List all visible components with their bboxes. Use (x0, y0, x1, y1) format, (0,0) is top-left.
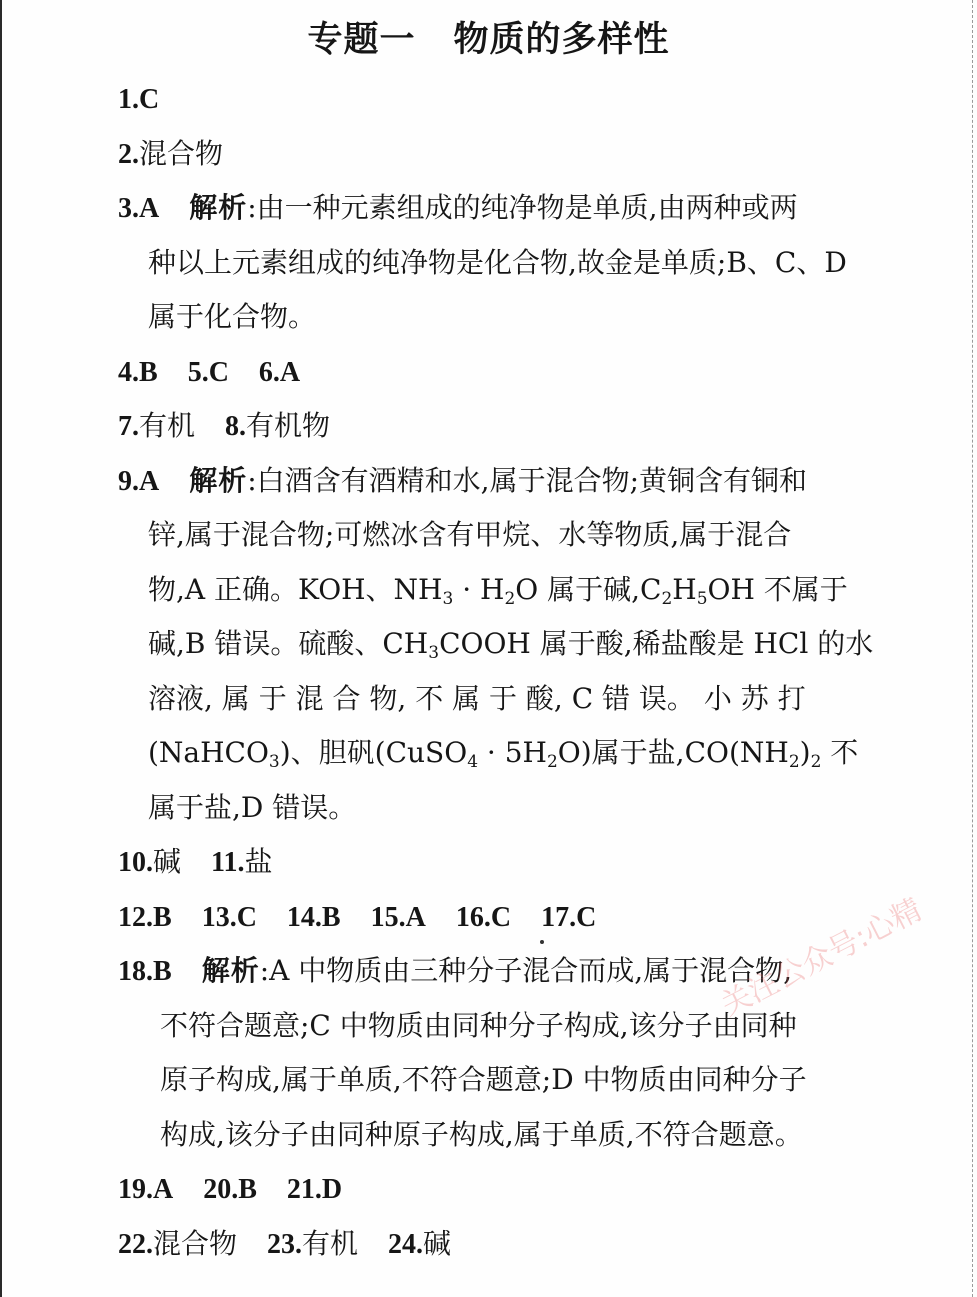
analysis-label: 解析 (201, 954, 260, 987)
answer-9-line-2: 锌,属于混合物;可燃冰含有甲烷、水等物质,属于混合 (148, 518, 792, 551)
answer-1: 1.C (118, 84, 160, 115)
answer-3-line-2: 种以上元素组成的纯净物是化合物,故金是单质;B、C、D (148, 245, 847, 279)
page-edge-right (971, 0, 973, 1297)
ink-dot (540, 940, 544, 944)
answer-list (118, 72, 940, 1271)
answer-18-line-4: 构成,该分子由同种原子构成,属于单质,不符合题意。 (160, 1117, 803, 1151)
page-edge-left (0, 0, 2, 1297)
answer-9-line-7: 属于盐,D 错误。 (148, 790, 357, 824)
answer-9-line-5: 溶液, 属 于 混 合 物, 不 属 于 酸, C 错 误。 小 苏 打 (148, 681, 806, 715)
answer-2: 2.混合物 (118, 136, 224, 170)
title-topic: 专题一 (307, 20, 416, 60)
answer-3-line-3: 属于化合物。 (148, 300, 317, 333)
analysis-label: 解析 (189, 191, 248, 224)
analysis-label: 解析 (189, 463, 248, 497)
answers-19-21: 19.A 20.B 21.D (118, 1174, 343, 1205)
page-title (0, 14, 977, 66)
answer-18-line-2: 不符合题意;C 中物质由同种分子构成,该分子由同种 (160, 1008, 797, 1042)
answer-9-line-4: 碱,B 错误。硫酸、$CH_3COOH$ 属于酸,稀盐酸是 HCl 的水 (148, 627, 874, 663)
answers-4-6: 4.B 5.C 6.A (118, 356, 301, 388)
answers-10-11: 10.碱 11.盐 (118, 845, 273, 878)
answer-3: 3.A 解析:由一种元素组成的纯净物是单质,由两种或两 (118, 191, 798, 224)
answers-22-24: 22.混合物 23.有机 24.碱 (118, 1226, 452, 1260)
answers-7-8: 7.有机 8.有机物 (118, 409, 331, 442)
watermark-text: 关注公众号:心精 (715, 892, 928, 1024)
answers-12-17: 12.B 13.C 14.B 15.A 16.C 17.C (118, 901, 597, 933)
answer-18-line-3: 原子构成,属于单质,不符合题意;D 中物质由同种分子 (160, 1063, 807, 1096)
answer-18: 18.B 解析:A 中物质由三种分子混合而成,属于混合物, (118, 954, 793, 987)
answer-9-line-3: 物,A 正确。KOH、$NH_3 \cdot H_2O$ 属于碱$,C_2H_5OH$ 不属于 (148, 572, 848, 609)
title-subject: 物质的多样性 (453, 20, 670, 60)
answer-9: 9.A 解析:白酒含有酒精和水,属于混合物;黄铜含有铜和 (118, 463, 808, 497)
answer-9-line-6: (NaHCO$_3$)、胆矾(CuSO$_4$ · $5H_2O$)属于盐$,CO(NH_2)_2$ 不 (148, 736, 859, 772)
